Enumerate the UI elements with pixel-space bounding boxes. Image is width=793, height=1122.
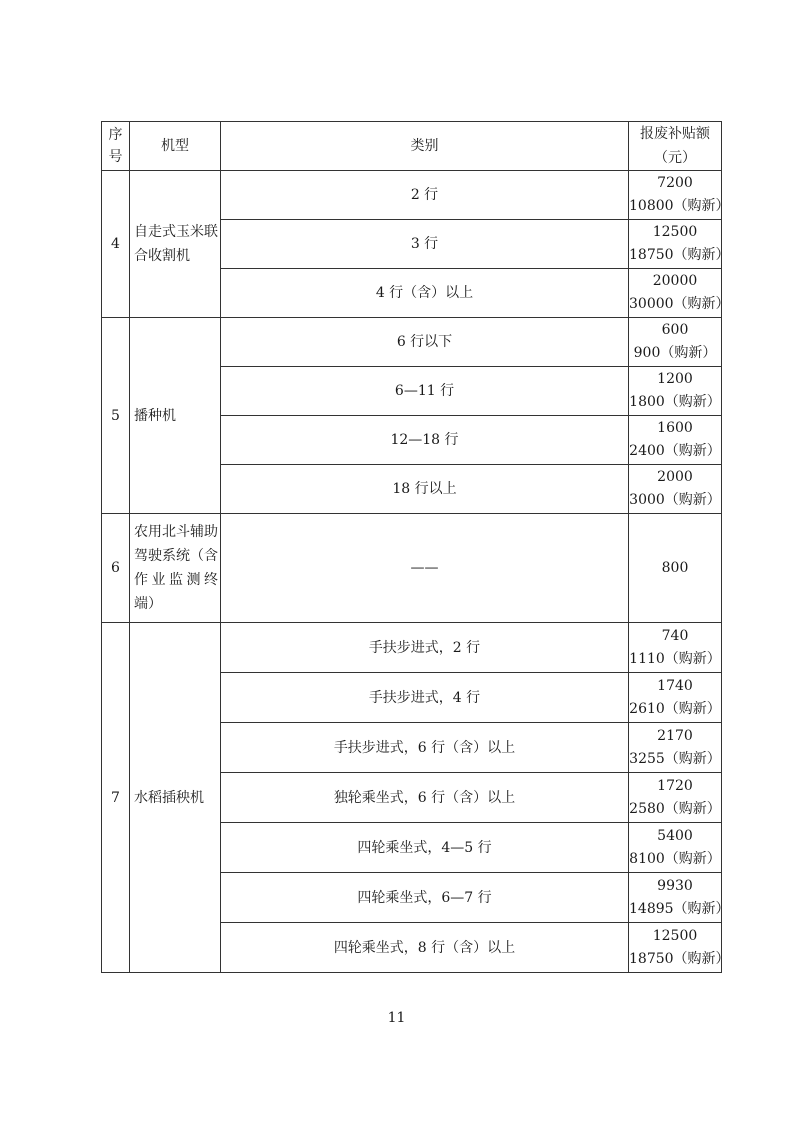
row-amount (629, 269, 730, 318)
row-no: 6 (102, 514, 130, 623)
row-category: 四轮乘坐式，8 行（含）以上 (221, 923, 629, 973)
row-category: 18 行以上 (221, 465, 629, 514)
row-category: 独轮乘坐式，6 行（含）以上 (221, 773, 629, 823)
header-amount (629, 122, 722, 171)
row-amount (629, 773, 722, 823)
amount-scrap: 740 (661, 627, 689, 644)
row-amount (629, 465, 722, 514)
row-amount (629, 673, 722, 723)
row-no: 7 (102, 623, 130, 973)
amount-scrap: 2170 (657, 727, 693, 744)
header-no: 序号 (102, 122, 130, 171)
row-category: 手扶步进式，6 行（含）以上 (221, 723, 629, 773)
row-amount (629, 220, 730, 269)
amount-scrap: 7200 (657, 175, 693, 191)
table-row (102, 514, 722, 623)
row-amount (629, 923, 730, 973)
amount-new: 14895（购新） (629, 900, 730, 917)
row-amount (629, 723, 722, 773)
amount-new: 18750（购新） (629, 247, 730, 263)
amount-new: 900（购新） (633, 345, 717, 361)
amount-scrap: 600 (661, 322, 689, 338)
row-category: 12—18 行 (221, 416, 629, 465)
amount-scrap: 9930 (657, 877, 693, 894)
row-category: 手扶步进式，2 行 (221, 623, 629, 673)
row-category: 四轮乘坐式，4—5 行 (221, 823, 629, 873)
row-amount (629, 873, 730, 923)
header-type: 机型 (130, 122, 221, 171)
amount-scrap: 20000 (652, 273, 698, 289)
table-header-row (102, 122, 722, 171)
amount-scrap: 1200 (657, 371, 693, 387)
row-amount (629, 416, 722, 465)
amount-scrap: 800 (661, 559, 689, 576)
row-category: 手扶步进式，4 行 (221, 673, 629, 723)
row-category: 6 行以下 (221, 318, 629, 367)
row-category: —— (221, 514, 629, 623)
page-number: 11 (387, 1010, 406, 1026)
row-no: 5 (102, 318, 130, 514)
row-amount (629, 623, 722, 673)
amount-scrap: 5400 (657, 827, 693, 844)
table-row (102, 623, 722, 673)
row-type: 播种机 (130, 318, 221, 514)
row-category: 4 行（含）以上 (221, 269, 629, 318)
amount-new: 2580（购新） (629, 800, 721, 817)
amount-scrap: 12500 (652, 927, 698, 944)
amount-scrap: 12500 (652, 224, 698, 240)
row-category: 四轮乘坐式，6—7 行 (221, 873, 629, 923)
amount-new: 18750（购新） (629, 950, 730, 967)
row-type: 农用北斗辅助驾驶系统（含作业监测终端） (130, 514, 221, 623)
row-category: 2 行 (221, 171, 629, 220)
row-amount (629, 823, 722, 873)
amount-scrap: 1600 (657, 420, 693, 436)
amount-new: 10800（购新） (629, 198, 730, 214)
amount-scrap: 1720 (657, 777, 693, 794)
amount-new: 2610（购新） (629, 700, 721, 717)
amount-new: 3000（购新） (629, 492, 721, 508)
amount-new: 2400（购新） (629, 443, 721, 459)
row-amount (629, 318, 722, 367)
row-type: 自走式玉米联合收割机 (130, 171, 221, 318)
row-category: 6—11 行 (221, 367, 629, 416)
row-type: 水稻插秧机 (130, 623, 221, 973)
amount-new: 1110（购新） (629, 650, 721, 667)
row-amount (629, 367, 722, 416)
amount-new: 3255（购新） (629, 750, 721, 767)
row-amount (629, 171, 730, 220)
table-row (102, 171, 722, 220)
header-amount-line2: （元） (654, 150, 696, 166)
row-no: 4 (102, 171, 130, 318)
amount-new: 30000（购新） (629, 296, 730, 312)
amount-scrap: 2000 (657, 469, 693, 485)
subsidy-table (101, 121, 730, 973)
header-amount-line1: 报废补贴额 (640, 126, 710, 142)
table-row (102, 318, 722, 367)
amount-new: 1800（购新） (629, 394, 721, 410)
row-category: 3 行 (221, 220, 629, 269)
header-category: 类别 (221, 122, 629, 171)
amount-new: 8100（购新） (629, 850, 721, 867)
row-amount (629, 514, 722, 623)
amount-scrap: 1740 (657, 677, 693, 694)
